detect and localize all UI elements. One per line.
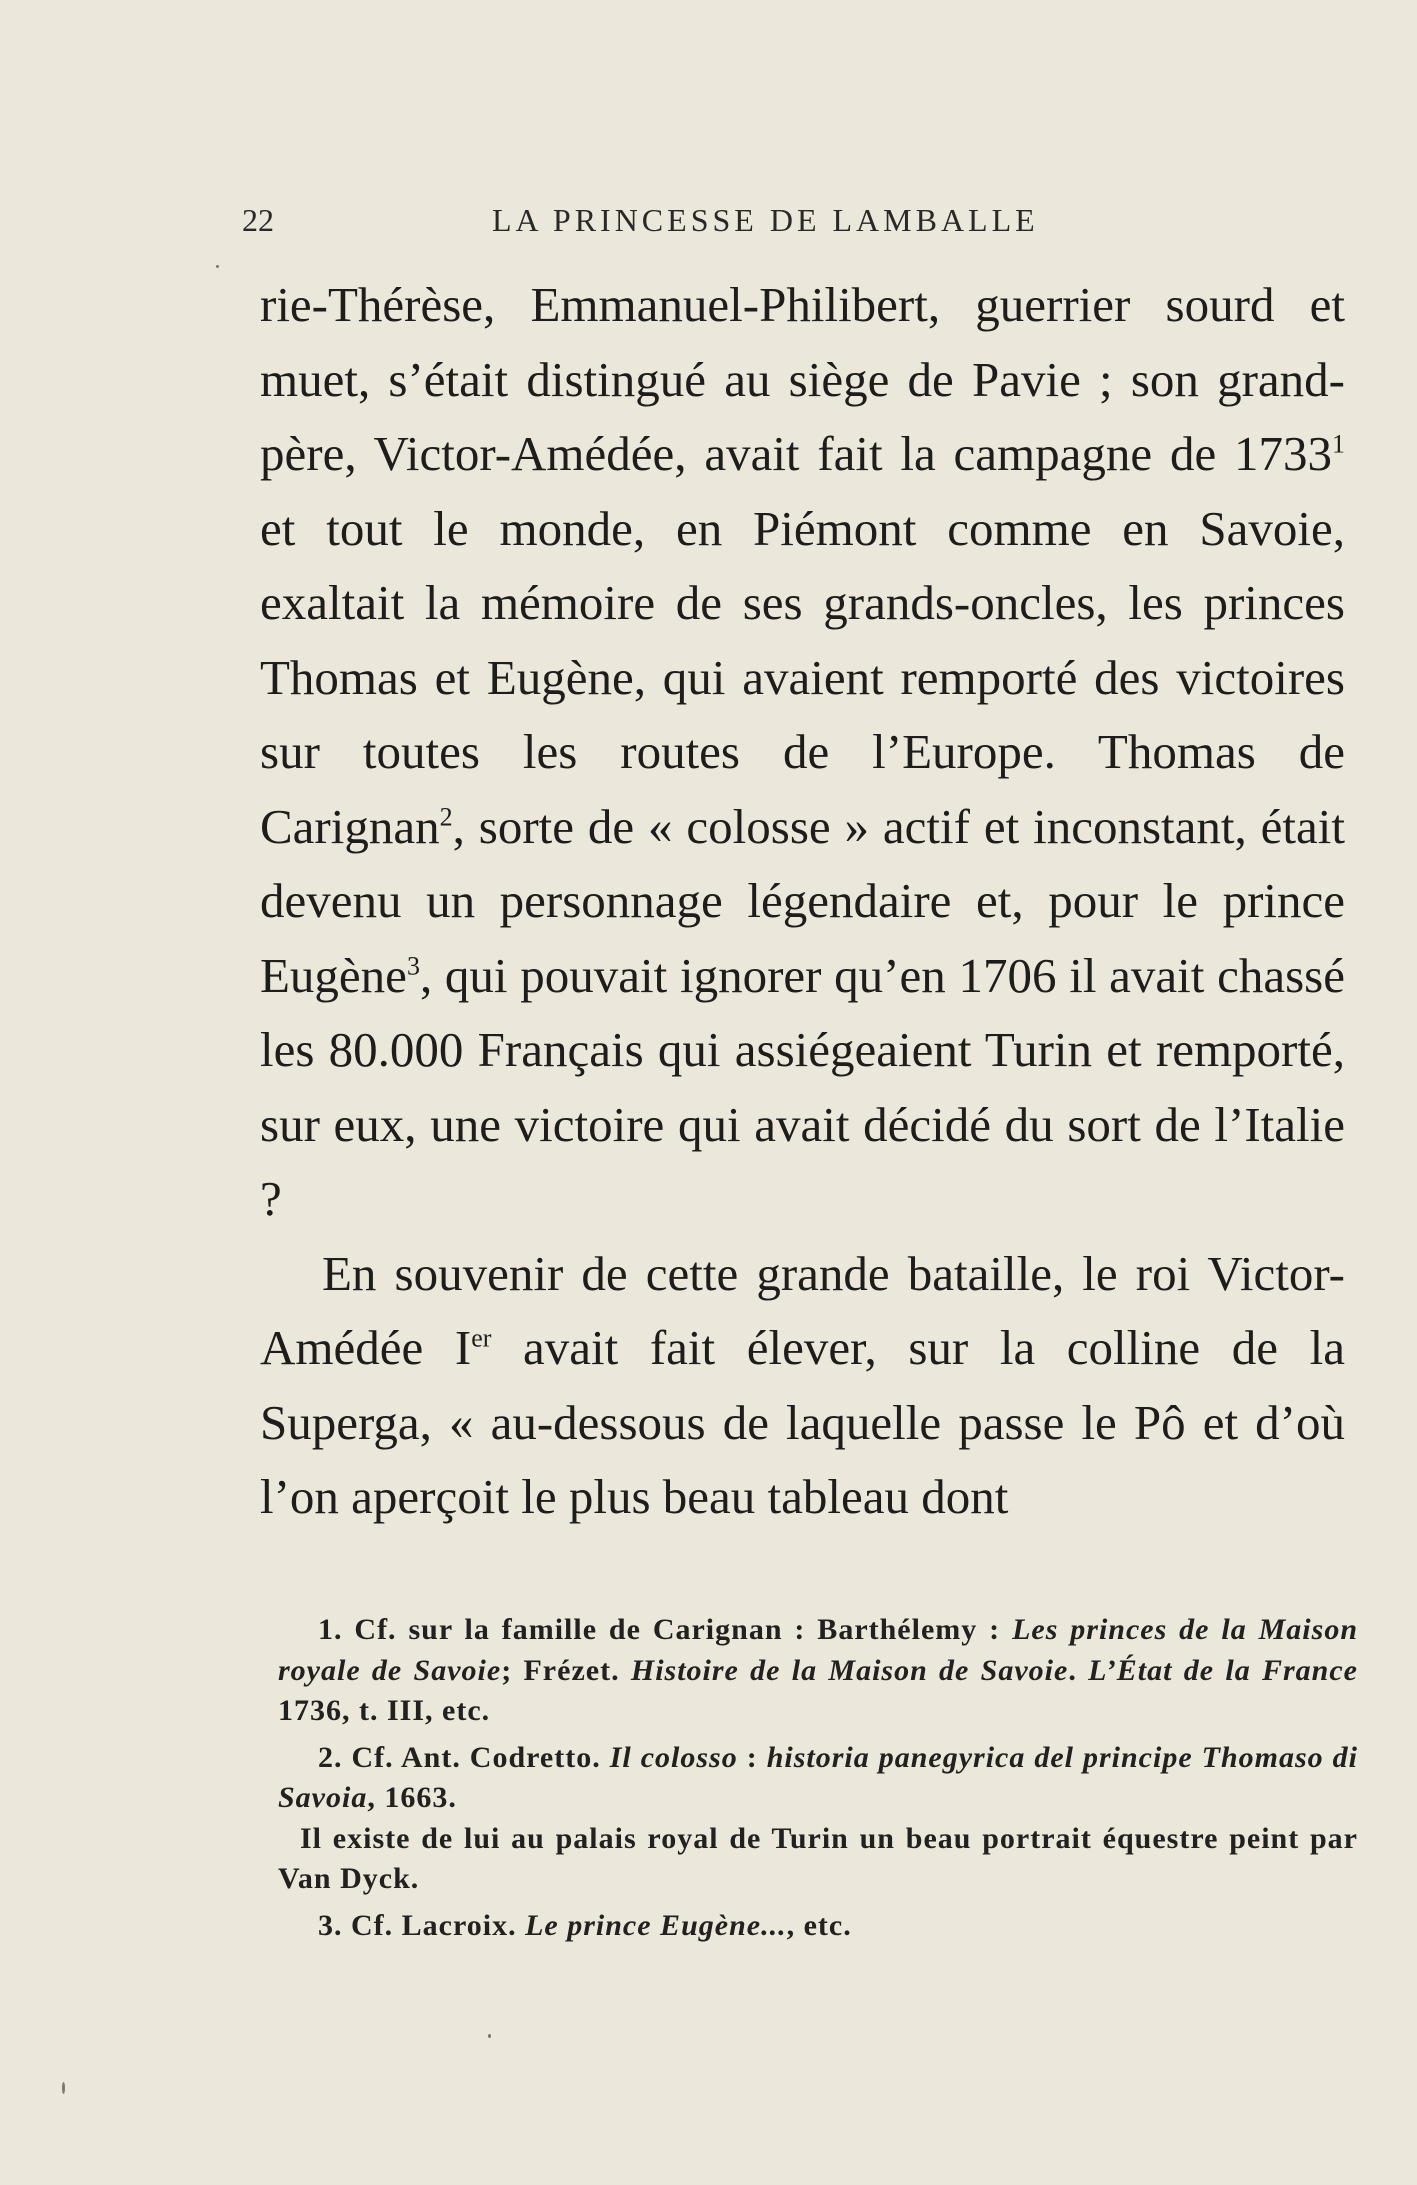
text-run: : [737,1740,767,1774]
italic-title: Il colosso [609,1740,738,1774]
footnote-1 [278,1610,1358,1732]
paper-speck [488,2034,491,2038]
footnote-ref: 3 [406,951,420,981]
page-number: 22 [242,202,274,238]
text-run: En souvenir de cette grande bataille, le roi Victor-Amédée I [260,1245,1345,1375]
paragraph [260,1237,1345,1535]
text-run: avait fait élever, sur la colline de la Superga, « au-dessous de laquelle passe le Pô et d’où l’on aperçoit le plus beau tableau dont [260,1320,1345,1524]
text-run: , 1663. [367,1781,457,1814]
paper-speck [62,2082,65,2094]
text-run: , etc. [786,1908,852,1942]
text-run: , sorte de « colosse » actif et inconstant, était devenu un personnage légendaire et, pour le prince Eugène [260,798,1345,1003]
footnotes [278,1610,1358,1952]
text-run: 2. Cf. Ant. Codretto. [318,1740,610,1774]
text-run: ; Frézet. [501,1653,631,1687]
text-run: , qui pouvait ignorer qu’en 1706 il avait chassé les 80.000 Français qui assiégeaient Turin et remporté, sur eux, une victoire qui avait décidé du sort de l’Italie ? [260,947,1345,1226]
footnote-2-continuation: Il existe de lui au palais royal de Turin un beau portrait équestre peint par Van Dyck. [278,1821,1358,1895]
paper-speck [216,265,219,268]
superscript: er [471,1323,492,1353]
text-run: rie-Thérèse, Emmanuel-Philibert, guerrier sourd et muet, s’était distingué au siège de Pavie ; son grand-père, Victor-Amédée, avait fait la campagne de 1733 [260,277,1345,481]
text-run: et tout le monde, en Piémont comme en Savoie, exaltait la mémoire de ses grands-oncles, les princes Thomas et Eugène, qui avaient remporté des victoires sur toutes les routes de l’Europe. Thomas de Carignan [260,500,1345,854]
italic-title: Histoire de la Maison de Savoie [630,1653,1069,1687]
text-run: 3. Cf. Lacroix. [318,1908,526,1942]
page-header [0,196,1417,246]
italic-title: Les princes de la Maison royale de Savoie [278,1613,1359,1687]
running-title: LA PRINCESSE DE LAMBALLE [492,202,1039,238]
italic-title: L’État de la France [1088,1653,1358,1687]
italic-title: historia panegyrica del principe Thomaso di Savoia [278,1740,1358,1814]
footnote-ref: 1 [1332,429,1345,459]
body-text [260,268,1345,1535]
footnote-3 [278,1906,1358,1947]
italic-title: Le prince Eugène... [525,1908,787,1942]
text-run: 1736, t. III, etc. [278,1694,491,1727]
text-run: 1. Cf. sur la famille de Carignan : Barthélemy : [318,1613,1013,1646]
footnote-ref: 2 [439,802,453,832]
paragraph [260,268,1345,1237]
text-run: . [1068,1653,1089,1687]
footnote-2 [278,1738,1358,1819]
